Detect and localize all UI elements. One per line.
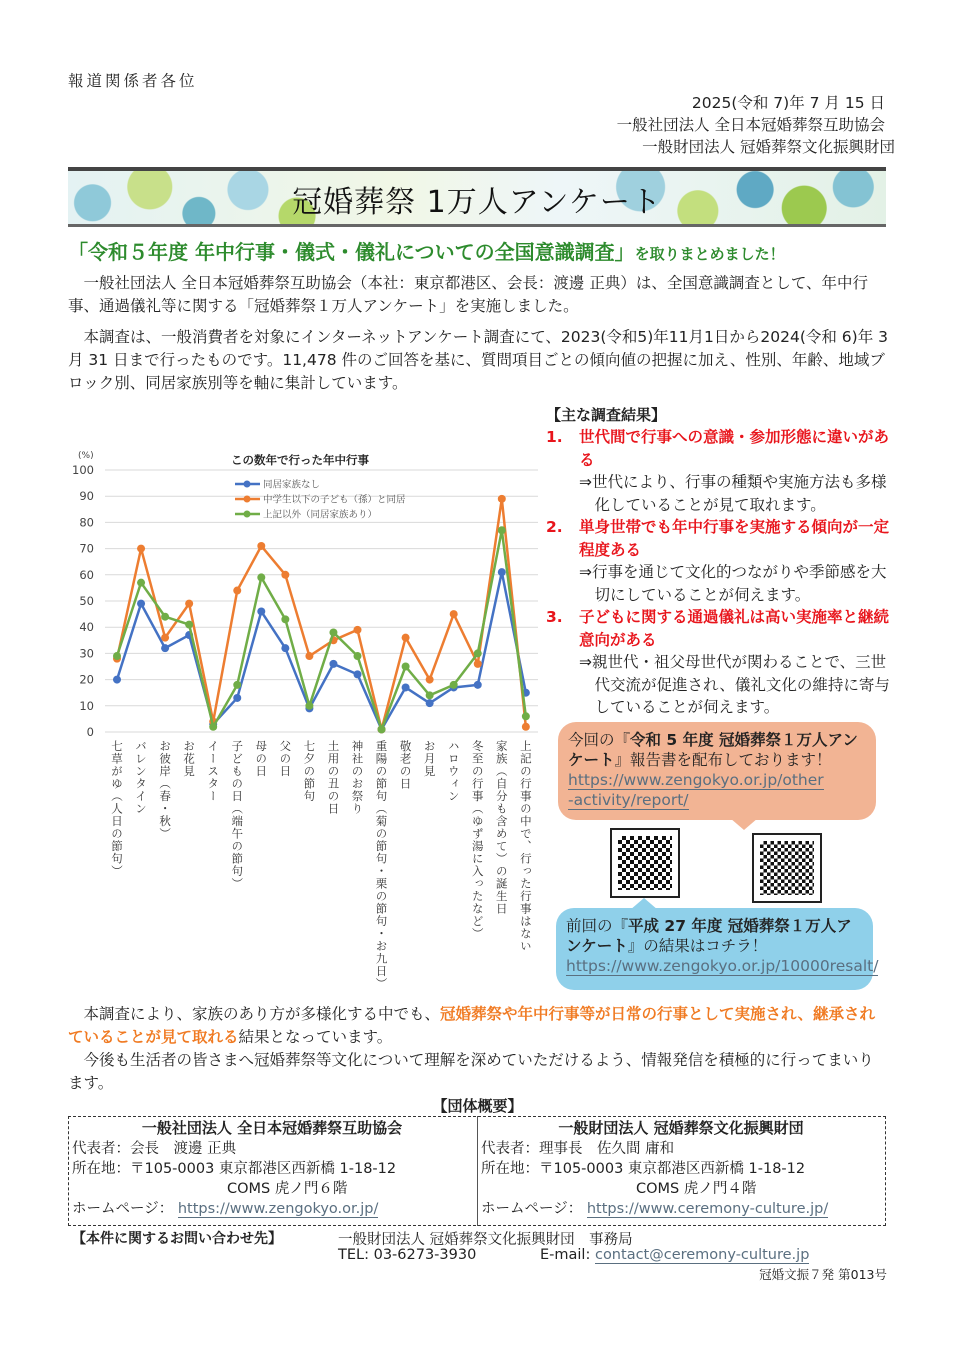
org-address2: COMS 虎ノ門４階 bbox=[636, 1181, 757, 1197]
org-hp-label: ホームページ： bbox=[72, 1201, 174, 1217]
data-point bbox=[233, 587, 241, 595]
legend-label: 上記以外（同居家族あり） bbox=[263, 509, 378, 521]
chart-title: この数年で行った年中行事 bbox=[231, 453, 369, 467]
qr-code-report[interactable] bbox=[610, 828, 680, 898]
prev-pre: 前回の『 bbox=[566, 917, 629, 935]
data-point bbox=[450, 681, 458, 689]
y-tick-label: 0 bbox=[86, 725, 94, 739]
document-number: 冠婚文振７発 第013号 bbox=[759, 1267, 887, 1282]
data-point bbox=[281, 615, 289, 623]
finding-number: 3. bbox=[546, 608, 563, 626]
data-point bbox=[209, 723, 217, 731]
data-point bbox=[257, 607, 265, 615]
y-tick-label: 70 bbox=[79, 541, 94, 556]
addressee: 報道関係者各位 bbox=[68, 72, 198, 90]
y-tick-label: 30 bbox=[79, 646, 94, 661]
x-tick-label: お彼岸（春・秋） bbox=[158, 740, 173, 840]
x-tick-label: 家族（自分も含めて）の誕生日 bbox=[494, 740, 509, 915]
contact-email bbox=[540, 1247, 809, 1263]
finding-number: 1. bbox=[546, 428, 563, 446]
data-point bbox=[137, 545, 145, 553]
x-tick-label: 七草がゆ（人日の節句） bbox=[110, 740, 124, 878]
report-post: 』報告書を配布しております！ bbox=[614, 751, 832, 769]
intro-p1: 一般社団法人 全日本冠婚葬祭互助協会（本社：東京都港区、会長：渡邊 正典）は、全国意識調査として、年中行事、通過儀礼等に関する「冠婚葬祭１万人アンケート」を実施しました。 bbox=[68, 274, 869, 315]
data-point bbox=[161, 613, 169, 621]
legend-label: 中学生以下の子ども（孫）と同居 bbox=[263, 494, 406, 506]
finding-item bbox=[546, 426, 891, 516]
org-cell bbox=[72, 1118, 472, 1219]
x-tick-label: お花見 bbox=[182, 740, 197, 778]
org-homepage-link[interactable]: https://www.ceremony-culture.jp/ bbox=[586, 1201, 829, 1217]
previous-link[interactable]: https://www.zengokyo.or.jp/10000resalt/ bbox=[566, 957, 879, 975]
data-point bbox=[474, 649, 482, 657]
report-link[interactable]: https://www.zengokyo.or.jp/other-activity/report/ bbox=[568, 771, 824, 809]
y-axis-unit: (%) bbox=[78, 451, 94, 461]
data-point bbox=[450, 610, 458, 618]
data-point bbox=[113, 676, 121, 684]
data-point bbox=[257, 573, 265, 581]
org-address: 所在地：〒105-0003 東京都港区西新橋 1-18-12 bbox=[72, 1161, 397, 1177]
org-homepage-link[interactable]: https://www.zengokyo.or.jp/ bbox=[177, 1201, 379, 1217]
date: 2025(令和 7)年 7 月 15 日 bbox=[691, 94, 885, 112]
data-point bbox=[498, 568, 506, 576]
y-tick-label: 90 bbox=[79, 489, 94, 504]
report-pre: 今回の『 bbox=[568, 731, 631, 749]
data-point bbox=[185, 621, 193, 629]
conclusion-pre: 本調査により、家族のあり方が多様化する中でも、 bbox=[83, 1005, 441, 1023]
org2: 一般財団法人 冠婚葬祭文化振興財団 bbox=[642, 138, 895, 156]
previous-box bbox=[556, 908, 879, 990]
legend-marker bbox=[244, 511, 251, 518]
data-point bbox=[474, 681, 482, 689]
qr-code-previous[interactable] bbox=[752, 833, 822, 903]
y-tick-label: 80 bbox=[79, 515, 94, 530]
data-point bbox=[354, 626, 362, 634]
intro-p2: 本調査は、一般消費者を対象にインターネットアンケート調査にて、2023(令和5)年11月1日から2024(令和 6)年 3 月 31 日まで行ったものです。11,478 件のご回答を基に、質問項目ごとの傾向値の把握に加え、性別、年齢、地域ブロック別、同居家族別等を軸に集計しています。 bbox=[68, 328, 889, 392]
data-point bbox=[426, 691, 434, 699]
x-tick-label: 上記の行事の中で、行った行事はない bbox=[518, 740, 533, 953]
y-tick-label: 50 bbox=[79, 594, 94, 608]
report-box bbox=[558, 722, 876, 820]
y-tick-label: 40 bbox=[79, 620, 94, 635]
x-tick-label: 神社のお祭り bbox=[350, 740, 365, 815]
prev-bold: 平成 27 年度 冠婚葬祭１万人アンケート bbox=[566, 917, 852, 955]
org-hp-label: ホームページ： bbox=[481, 1201, 583, 1217]
findings-heading: 【主な調査結果】 bbox=[546, 406, 667, 424]
title-banner bbox=[68, 167, 886, 227]
prev-post: 』の結果はコチラ！ bbox=[627, 937, 768, 955]
x-tick-label: 母の日 bbox=[254, 740, 269, 778]
email-link[interactable]: contact@ceremony-culture.jp bbox=[594, 1247, 810, 1263]
finding-number: 2. bbox=[546, 518, 563, 536]
x-tick-label: 土用の丑の日 bbox=[326, 740, 341, 815]
finding-title: 世代間で行事への意識・参加形態に違いがある bbox=[579, 428, 890, 469]
org-rep: 代表者：理事長 佐久間 庸和 bbox=[481, 1141, 675, 1157]
y-tick-label: 20 bbox=[79, 672, 94, 687]
finding-title: 単身世帯でも年中行事を実施する傾向が一定程度ある bbox=[579, 518, 890, 559]
data-point bbox=[281, 644, 289, 652]
finding-item bbox=[546, 606, 891, 719]
contact-label: 【本件に関するお問い合わせ先】 bbox=[72, 1231, 282, 1247]
data-point bbox=[522, 712, 530, 720]
data-point bbox=[161, 634, 169, 642]
data-point bbox=[185, 600, 193, 608]
x-tick-label: 冬至の行事（ゆず湯に入ったなど） bbox=[470, 740, 485, 940]
conclusion-p2: 今後も生活者の皆さまへ冠婚葬祭等文化について理解を深めていただけるよう、情報発信を積極的に行ってまいります。 bbox=[68, 1051, 874, 1092]
x-tick-label: 七夕の節句 bbox=[302, 740, 317, 803]
x-tick-label: ハロウィン bbox=[446, 740, 461, 803]
data-point bbox=[426, 699, 434, 707]
report-bold: 令和 5 年度 冠婚葬祭１万人アンケート bbox=[568, 731, 858, 769]
data-point bbox=[329, 660, 337, 668]
data-point bbox=[233, 694, 241, 702]
banner-title: 冠婚葬祭 1万人アンケート bbox=[292, 185, 662, 220]
finding-detail: ⇒親世代・祖父母世代が関わることで、三世代交流が促進され、儀礼文化の維持に寄与していることが伺えます。 bbox=[579, 653, 890, 716]
series-line bbox=[117, 530, 526, 729]
y-tick-label: 60 bbox=[79, 567, 94, 582]
data-point bbox=[402, 683, 410, 691]
x-tick-label: お月見 bbox=[422, 740, 437, 778]
data-point bbox=[426, 676, 434, 684]
line-chart bbox=[70, 440, 540, 740]
headline-main: 「令和５年度 年中行事・儀式・儀礼についての全国意識調査」 bbox=[68, 240, 635, 264]
x-tick-label: イースター bbox=[206, 740, 221, 803]
legend-marker bbox=[244, 481, 251, 488]
org-address2: COMS 虎ノ門６階 bbox=[227, 1181, 348, 1197]
conclusion-p1 bbox=[68, 1003, 888, 1049]
y-tick-label: 100 bbox=[72, 463, 94, 477]
conclusion-emphasis: 冠婚葬祭や年中行事等が日常の行事として実施され、継承されていることが見て取れる bbox=[68, 1005, 875, 1046]
data-point bbox=[137, 579, 145, 587]
data-point bbox=[522, 723, 530, 731]
findings bbox=[546, 404, 891, 719]
email-label: E-mail: bbox=[540, 1247, 591, 1263]
conclusion-post: 結果となっています。 bbox=[238, 1028, 393, 1046]
x-tick-label: 父の日 bbox=[278, 740, 293, 778]
data-point bbox=[474, 660, 482, 668]
contact-tel: TEL: 03-6273-3930 bbox=[338, 1247, 477, 1263]
data-point bbox=[113, 652, 121, 660]
data-point bbox=[354, 652, 362, 660]
x-tick-label: 敬老の日 bbox=[398, 740, 413, 790]
headline bbox=[68, 236, 785, 265]
finding-item bbox=[546, 516, 891, 606]
legend-label: 同居家族なし bbox=[263, 479, 321, 491]
finding-title: 子どもに関する通過儀礼は高い実施率と継続意向がある bbox=[579, 608, 890, 649]
report-box-tail bbox=[730, 818, 758, 830]
org-cell bbox=[481, 1118, 881, 1219]
data-point bbox=[354, 670, 362, 678]
org-overview-heading: 【団体概要】 bbox=[432, 1097, 523, 1115]
contact-org: 一般財団法人 冠婚葬祭文化振興財団 事務局 bbox=[338, 1232, 633, 1248]
data-point bbox=[161, 644, 169, 652]
x-tick-label: 子どもの日（端午の節句） bbox=[230, 740, 245, 890]
finding-detail: ⇒世代により、行事の種類や実施方法も多様化していることが見て取れます。 bbox=[579, 473, 887, 514]
data-point bbox=[305, 702, 313, 710]
data-point bbox=[137, 600, 145, 608]
x-tick-label: バレンタイン bbox=[134, 740, 149, 815]
data-point bbox=[257, 542, 265, 550]
data-point bbox=[281, 571, 289, 579]
data-point bbox=[498, 526, 506, 534]
data-point bbox=[305, 652, 313, 660]
org-name: 一般社団法人 全日本冠婚葬祭互助協会 bbox=[141, 1119, 403, 1137]
data-point bbox=[378, 725, 386, 733]
series-line bbox=[117, 499, 526, 730]
legend-marker bbox=[244, 496, 251, 503]
data-point bbox=[233, 681, 241, 689]
data-point bbox=[329, 628, 337, 636]
headline-suffix: を取りまとめました！ bbox=[634, 245, 785, 263]
table-divider bbox=[477, 1116, 478, 1226]
org-rep: 代表者：会長 渡邊 正典 bbox=[72, 1141, 237, 1157]
x-tick-label: 重陽の節句（菊の節句・栗の節句・お九日） bbox=[374, 740, 389, 990]
org-name: 一般財団法人 冠婚葬祭文化振興財団 bbox=[558, 1119, 804, 1137]
org-address: 所在地：〒105-0003 東京都港区西新橋 1-18-12 bbox=[481, 1161, 806, 1177]
y-tick-label: 10 bbox=[79, 698, 94, 713]
data-point bbox=[498, 495, 506, 503]
data-point bbox=[402, 663, 410, 671]
finding-detail: ⇒行事を通じて文化的つながりや季節感を大切にしていることが伺えます。 bbox=[579, 563, 887, 604]
data-point bbox=[402, 634, 410, 642]
org1: 一般社団法人 全日本冠婚葬祭互助協会 bbox=[616, 116, 885, 134]
